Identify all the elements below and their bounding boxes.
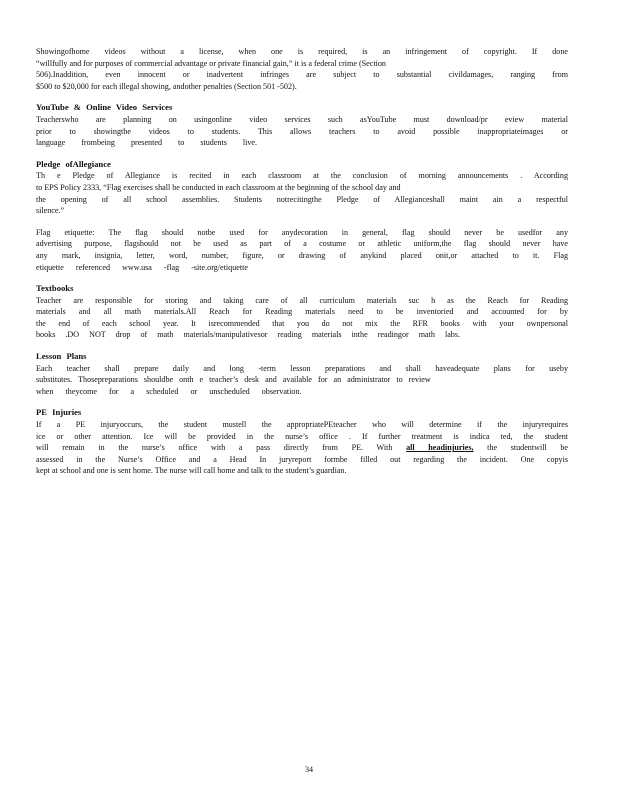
textbooks-section	[36, 283, 568, 341]
youtube-line: Teacherswho are planning on usingonline video services such asYouTube must download/pr eview material	[36, 114, 568, 124]
intro-paragraph	[36, 46, 568, 92]
lesson-plans-line: Each teacher shall prepare daily and long -term lesson preparations and shall haveadequate plans for useby	[36, 363, 568, 373]
flag-paragraph	[36, 227, 568, 273]
intro-line: 506).Inaddition, even innocent or inadvertent infringes are subject to substantial civildamages, ranging from	[36, 70, 568, 80]
document-page	[36, 46, 568, 477]
textbooks-paragraph	[36, 295, 568, 341]
pledge-line: silence.”	[36, 206, 65, 216]
pledge-section	[36, 159, 568, 217]
pledge-line: Th e Pledge of Allegiance is recited in each classroom at the conclusion of morning announcements . According	[36, 171, 568, 181]
intro-line: $500 to $20,000 for each illegal showing, andother penalties (Section 501 -502).	[36, 81, 297, 91]
pe-injuries-line	[36, 442, 568, 454]
pe-injuries-line: kept at school and one is sent home. The nurse will call home and talk to the student’s guardian.	[36, 466, 347, 476]
page-number: 34	[304, 765, 314, 774]
pledge-line: the opening of all school assemblies. Students notrecitingthe Pledge of Allegianceshall maint ain a respectful	[36, 194, 568, 204]
pe-injuries-heading: PE Injuries	[36, 407, 82, 418]
youtube-line: prior to showingthe videos to students. This allows teachers to avoid possible inappropriateimages or	[36, 126, 568, 136]
textbooks-line: the end of each school year. It isrecommended that you do not mix the RFR books with your ownpersonal	[36, 318, 568, 328]
intro-line: Showingofhome videos without a license, when one is required, is an infringement of copyright. If done	[36, 47, 568, 56]
flag-line: etiquette referenced www.usa -flag -site.org/etiquette	[36, 262, 248, 272]
flag-line: Flag etiquette: The flag should notbe used for anydecoration in general, flag should never be usedfor any	[36, 227, 568, 237]
textbooks-line: materials and all math materials.All Reach for Reading materials need to be inventoried and accounted for by	[36, 307, 568, 317]
head-injuries-emphasis: all headinjuries,	[406, 443, 474, 453]
youtube-paragraph	[36, 114, 568, 149]
pledge-line: to EPS Policy 2333, “Flag exercises shall be conducted in each classroom at the beginning of the school day and	[36, 182, 401, 192]
textbooks-line: Teacher are responsible for storing and taking care of all curriculum materials suc h as the Reach for Reading	[36, 295, 568, 305]
flag-line: any mark, insignia, letter, word, number, figure, or drawing of anykind placed onit,or attached to it. Flag	[36, 250, 568, 260]
lesson-plans-line: when theycome for a scheduled or unscheduled observation.	[36, 386, 302, 396]
flag-section	[36, 227, 568, 273]
textbooks-line: books .DO NOT drop of math materials/manipulativesor reading materials inthe readingor math labs.	[36, 330, 461, 340]
pe-injuries-paragraph	[36, 419, 568, 477]
lesson-plans-heading: Lesson Plans	[36, 351, 87, 362]
lesson-plans-paragraph	[36, 363, 568, 398]
youtube-line: language frombeing presented to students live.	[36, 138, 258, 148]
pe-injuries-line-end: the studentwill be	[487, 443, 568, 453]
pledge-paragraph	[36, 170, 568, 216]
pe-injuries-section	[36, 407, 568, 477]
youtube-heading: YouTube & Online Video Services	[36, 102, 173, 113]
pe-injuries-line-start: will remain in the nurse’s office with a pass directly from PE. With	[36, 443, 393, 453]
pe-injuries-line: ice or other attention. Ice will be provided in the nurse’s office . If further treatment is indica ted, the student	[36, 431, 568, 441]
textbooks-heading: Textbooks	[36, 283, 74, 294]
pe-injuries-line: assessed in the Nurse’s Office and a Head In juryreport formbe filled out regarding the incident. One copyis	[36, 454, 568, 464]
pe-injuries-line: If a PE injuryoccurs, the student mustell the appropriatePEteacher who will determine if the injuryrequires	[36, 420, 568, 430]
flag-line: advertising purpose, flagshould not be used as part of a costume or athletic uniform,the flag should never have	[36, 239, 568, 249]
lesson-plans-section	[36, 351, 568, 397]
lesson-plans-line: substitutes. Thosepreparations shouldbe onth e teacher’s desk and available for an administrator to review	[36, 375, 431, 385]
pledge-heading: Pledge ofAllegiance	[36, 158, 111, 169]
youtube-section	[36, 102, 568, 148]
intro-line: “willfully and for purposes of commercial advantage or private financial gain,” it is a federal crime (Section	[36, 58, 386, 68]
